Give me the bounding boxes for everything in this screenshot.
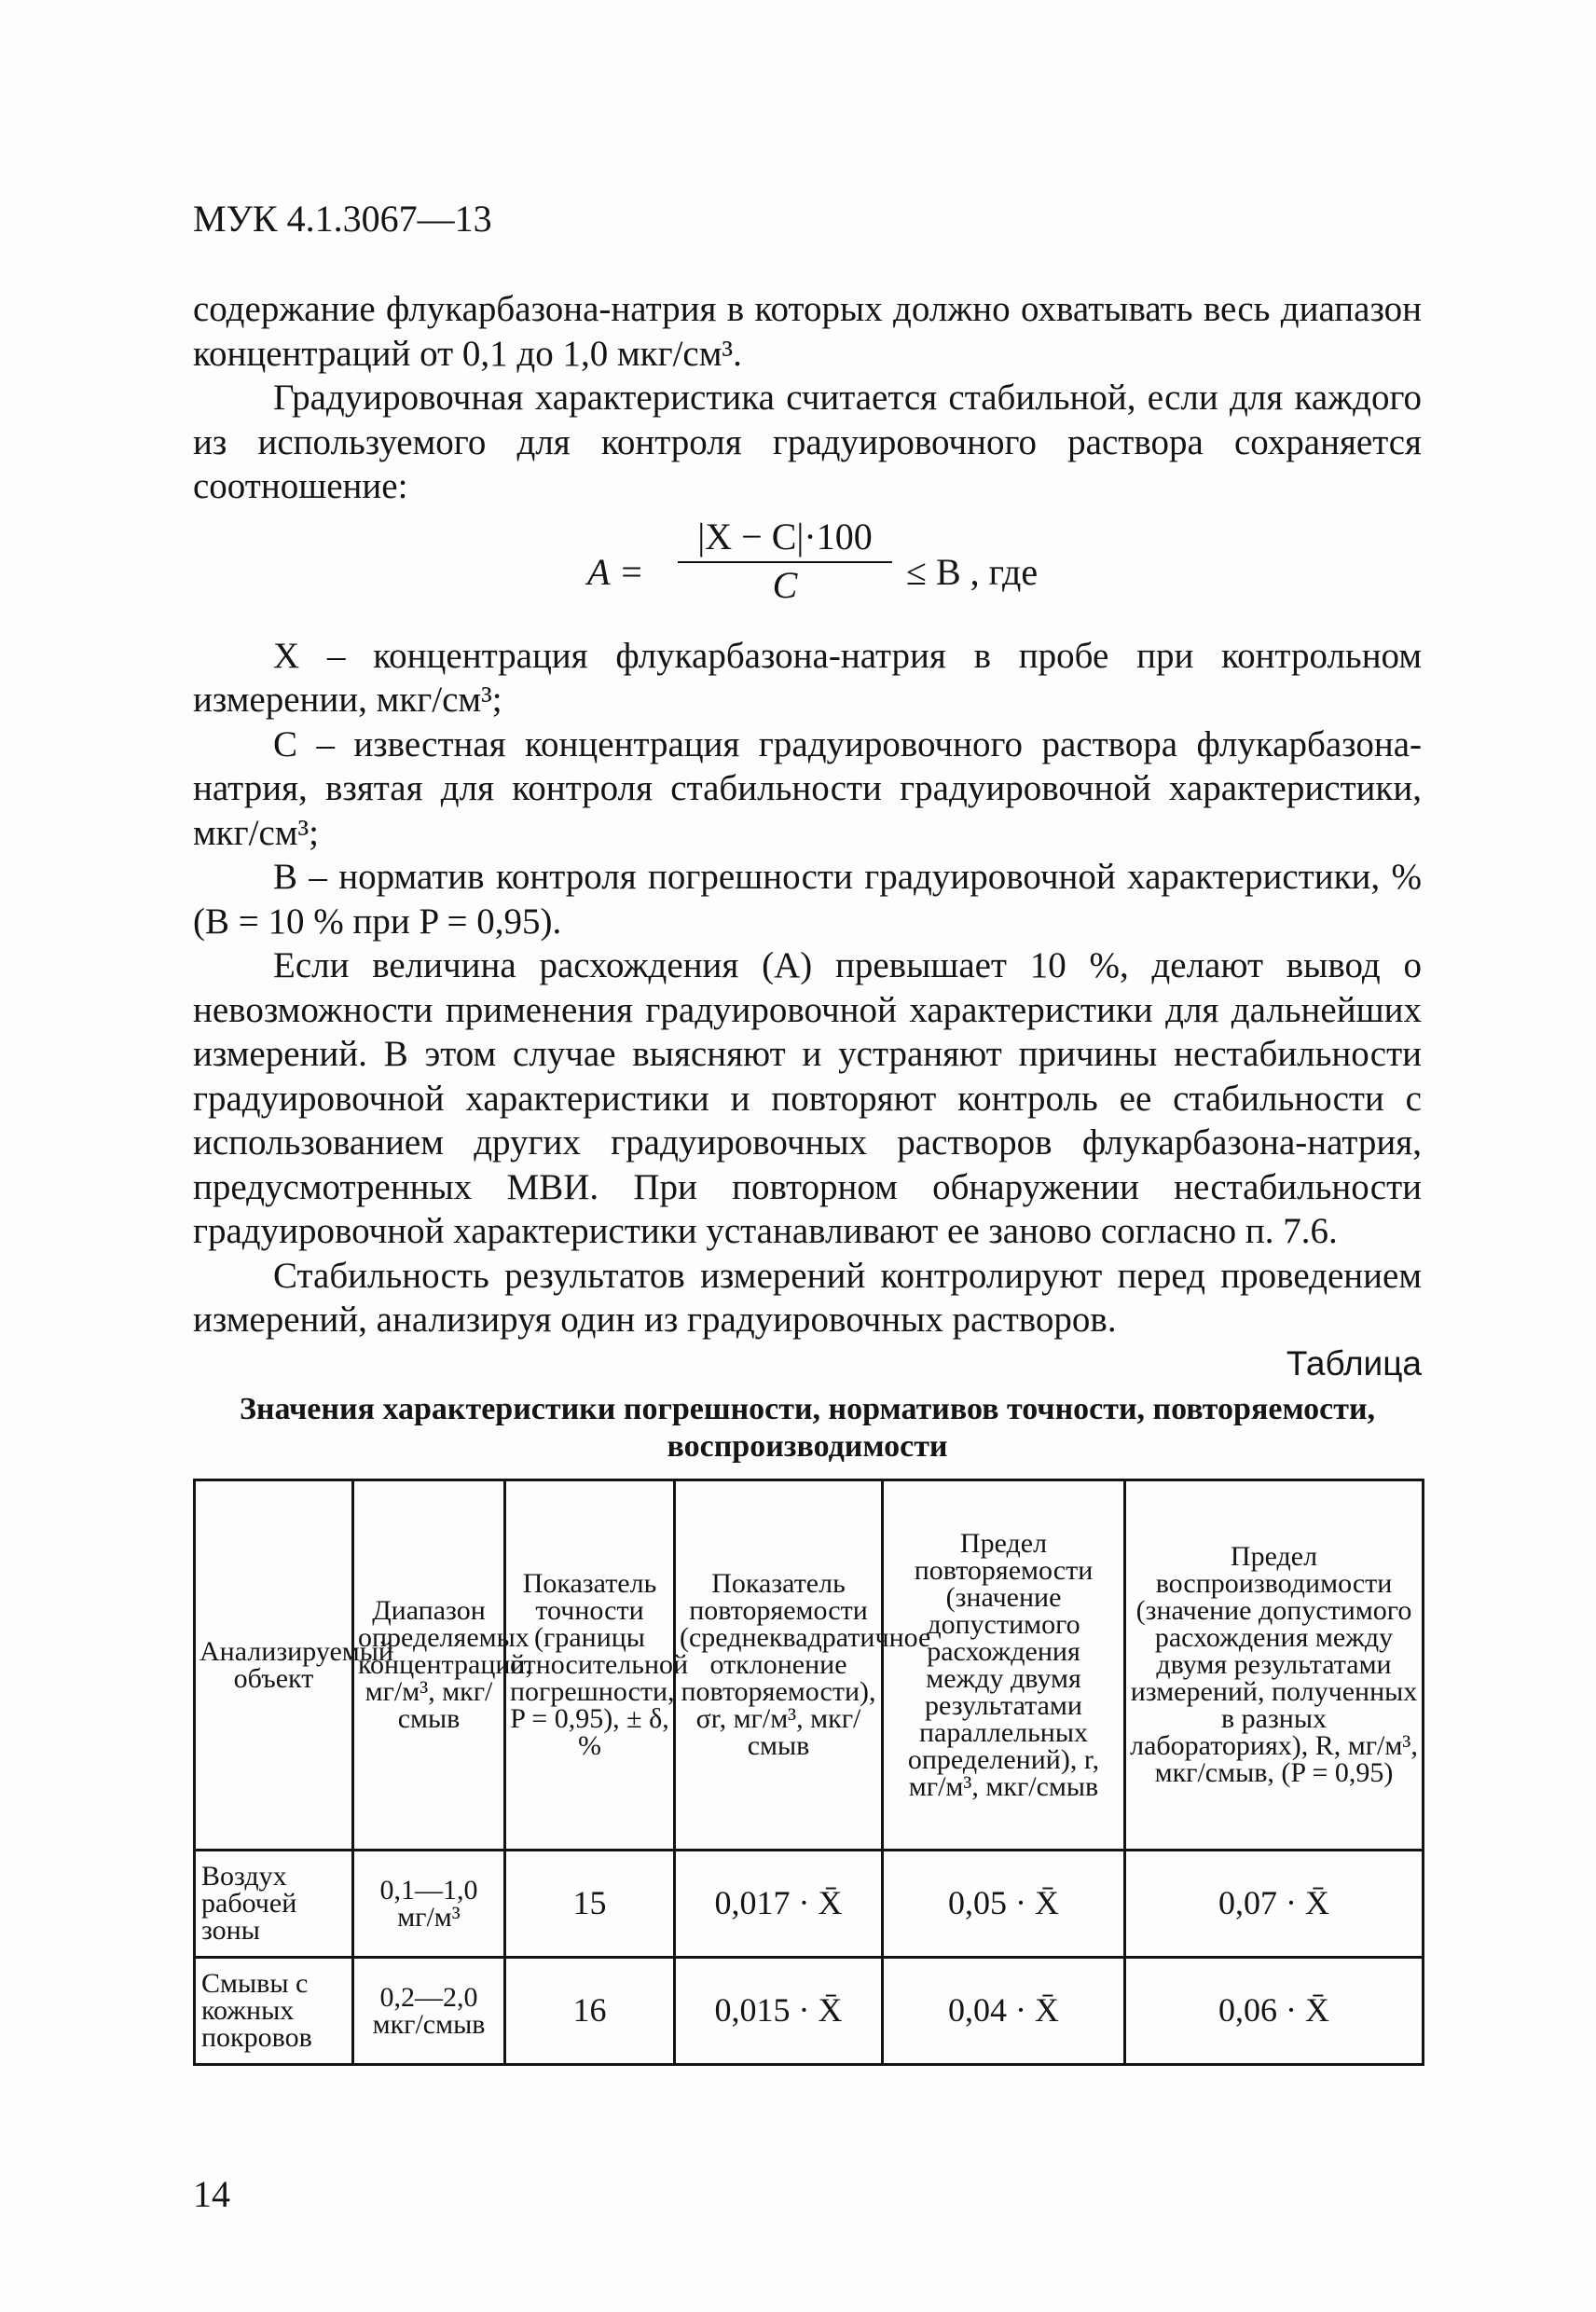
header-cell: Диапазон определяемых концентраций, мг/м³, мкг/смыв [353,1479,505,1850]
header-cell: Предел воспроизводимости (значение допустимого расхождения между двумя результатами измерений, полученных в разных лабораториях), R, мг/м³, мкг/смыв, (P = 0,95) [1125,1479,1424,1850]
definition-b: B – норматив контроля погрешности градуировочной характеристики, % (B = 10 % при P = 0,95). [193,857,1422,942]
table-cell: 0,015 · X̄ [675,1957,883,2064]
definition-c: C – известная концентрация градуировочного раствора флукарбазона-натрия, взятая для контроля стабильности градуировочной характеристики, мкг/см³; [193,723,1422,853]
table-cell: 0,04 · X̄ [883,1957,1125,2064]
table-row [195,1850,1424,1957]
paragraph-results-stability: Стабильность результатов измерений контролируют перед проведением измерений, анализируя один из градуировочных растворов. [193,1255,1422,1340]
table-label: Таблица [1286,1343,1422,1383]
definition-x: X – концентрация флукарбазона-натрия в пробе при контрольном измерении, мкг/см³; [193,635,1422,720]
paragraph-discrepancy: Если величина расхождения (A) превышает 10 %, делают вывод о невозможности применения градуировочной характеристики для дальнейших измерений. В этом случае выясняют и устраняют причины нестабильности градуировочной характеристики и повторяют контроль ее стабильности с использованием других градуировочных растворов флукарбазона-натрия, предусмотренных МВИ. При повторном обнаружении нестабильности градуировочной характеристики устанавливают ее заново согласно п. 7.6. [193,945,1422,1251]
formula-fraction [678,515,892,608]
table-cell: Смывы с кожных покровов [195,1957,353,2064]
stability-formula [193,515,1422,625]
table-cell: 0,06 · X̄ [1125,1957,1424,2064]
table-header-row [195,1479,1424,1850]
table-cell: Воздух рабочей зоны [195,1850,353,1957]
accuracy-table [193,1479,1424,2066]
formula-lhs: A = [587,550,644,593]
page-number: 14 [193,2173,230,2215]
formula-rhs: ≤ B , где [906,550,1039,593]
formula-numerator: |X − C|·100 [678,515,892,563]
document-page [193,196,1422,2066]
table-row [195,1957,1424,2064]
paragraph-continuation: содержание флукарбазона-натрия в которых должно охватывать весь диапазон концентраций от 0,1 до 1,0 мкг/см³. [193,289,1422,374]
table-cell: 0,07 · X̄ [1125,1850,1424,1957]
table-title: Значения характеристики погрешности, нормативов точности, повторяемости, воспроизводимости [239,1391,1376,1464]
table-cell: 15 [505,1850,675,1957]
header-cell: Предел повторяемости (значение допустимого расхождения между двумя результатами параллельных определений), r, мг/м³, мкг/смыв [883,1479,1125,1850]
paragraph-stability-condition: Градуировочная характеристика считается стабильной, если для каждого из используемого для контроля градуировочного раствора сохраняется соотношение: [193,378,1422,506]
table-cell: 0,05 · X̄ [883,1850,1125,1957]
table-cell: 0,1—1,0 мг/м³ [353,1850,505,1957]
document-header: МУК 4.1.3067—13 [193,198,492,240]
header-cell: Показатель точности (границы относительной погрешности, P = 0,95), ± δ, % [505,1479,675,1850]
table-cell: 0,2—2,0 мкг/смыв [353,1957,505,2064]
header-cell: Анализируемый объект [195,1479,353,1850]
table-cell: 0,017 · X̄ [675,1850,883,1957]
formula-denominator: C [772,563,798,606]
table-cell: 16 [505,1957,675,2064]
header-cell: Показатель повторяемости (среднеквадратичное отклонение повторяемости), σr, мг/м³, мкг/смыв [675,1479,883,1850]
